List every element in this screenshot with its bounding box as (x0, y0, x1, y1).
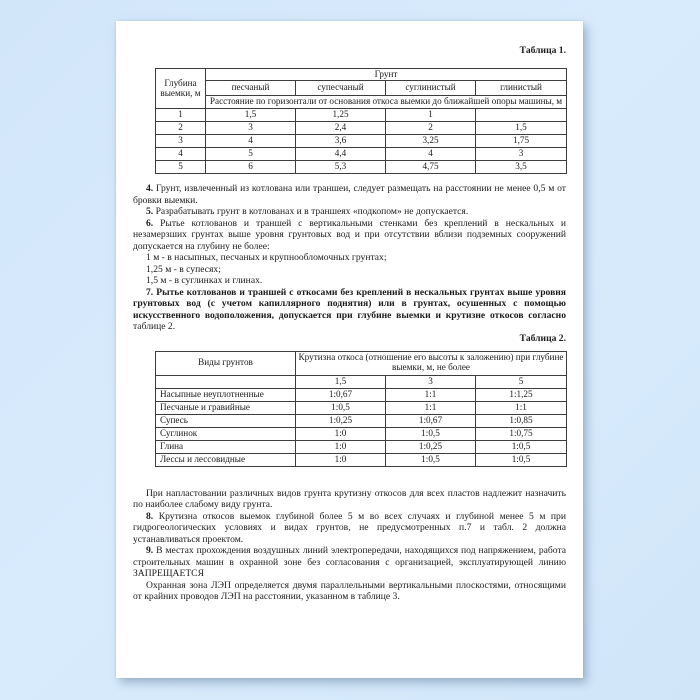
paragraph-text: 1,5 м - в суглинках и глинах. (146, 275, 263, 286)
paragraph (133, 287, 566, 333)
paragraph-text: таблице 2. (133, 321, 176, 332)
table-row (156, 135, 567, 148)
paragraph-bold-text: 8. (146, 510, 154, 522)
table-excavation-depth (155, 68, 567, 174)
table-cell: 1:1,25 (476, 388, 567, 401)
table-cell: 3 (476, 148, 567, 161)
document-page (116, 21, 583, 678)
paragraph (133, 545, 566, 580)
table-cell: 4,75 (386, 161, 476, 174)
table-cell: 1,25 (296, 109, 386, 122)
paragraph (133, 183, 566, 206)
table-cell: 1,5 (206, 109, 296, 122)
paragraph-bold-text: 6. (146, 217, 154, 229)
text-block-mid (133, 183, 566, 333)
document-content (116, 21, 583, 603)
table2-group-header: Крутизна откоса (отношение его высоты к заложению) при глубине выемки, м, не более (296, 351, 567, 375)
table-cell: 1 (386, 109, 476, 122)
table-cell: 1:0,75 (476, 427, 567, 440)
table-row (156, 427, 567, 440)
paragraph-text: Крутизна откосов выемок глубиной более 5 м во всех случаях и глубиной менее 5 м при гидрогеологических условиях и видах грунтов, не предусмотренных п.7 и табл. 2 должна устанавливаться проектом. (133, 510, 566, 545)
table1-corner-header: Глубина выемки, м (156, 69, 206, 109)
table-cell: 4,4 (296, 148, 386, 161)
table2-caption: Таблица 2. (519, 332, 566, 344)
table-cell: 1:1 (476, 401, 567, 414)
table1-span-header: Расстояние по горизонтали от основания откоса выемки до ближайшей опоры машины, м (206, 96, 567, 109)
table-row (156, 453, 567, 466)
table-cell: 1:0,67 (386, 414, 476, 427)
table-cell: 5 (206, 148, 296, 161)
table-cell: 3,6 (296, 135, 386, 148)
table-row (156, 440, 567, 453)
table-cell: 1:0,5 (476, 453, 567, 466)
table-cell: 1:0,5 (386, 427, 476, 440)
table2-empty-cell (156, 375, 296, 388)
table-cell: 4 (386, 148, 476, 161)
paragraph-text: При напластовании различных видов грунта крутизну откосов для всех пластов надлежит назначить по наиболее слабому виду грунта. (133, 487, 566, 510)
table-row (156, 401, 567, 414)
table-cell: 1:0 (296, 440, 386, 453)
table-row (156, 109, 567, 122)
table-cell: 1:1 (386, 401, 476, 414)
table-cell: 4 (206, 135, 296, 148)
paragraph (133, 206, 566, 218)
table-row (156, 414, 567, 427)
table-cell: 1:0 (296, 453, 386, 466)
table-cell: 1:0,67 (296, 388, 386, 401)
table-slope-steepness (155, 351, 567, 467)
table1-caption: Таблица 1. (519, 45, 566, 56)
table-cell: 1:0,5 (296, 401, 386, 414)
table2-body (156, 388, 567, 466)
table1-body (156, 109, 567, 174)
table-cell: Глина (156, 440, 296, 453)
paragraph (133, 218, 566, 253)
table-cell: 2 (386, 122, 476, 135)
table1-col-header: песчаный (206, 81, 296, 96)
paragraph-text: 1 м - в насыпных, песчаных и крупнообломочных грунтах; (146, 252, 387, 263)
table-row (156, 388, 567, 401)
table-cell: 3,25 (386, 135, 476, 148)
table-cell (476, 109, 567, 122)
table-cell: 1:0,5 (476, 440, 567, 453)
paragraph-bold-text: 9. (146, 545, 154, 556)
paragraph-bold-text: 7. Рытье котлованов и траншей с откосами без креплений в нескальных грунтах выше уровня грунтовых вод (с учетом капиллярного поднятия) или в грунтах, осушенных с помощью искусственного водоположения, допускается при глубине выемки и крутизне откосов согласно (133, 286, 566, 321)
paragraph (133, 252, 566, 264)
table-cell: 2 (156, 122, 206, 135)
table-cell: 1,5 (476, 122, 567, 135)
table2-depth-header: 3 (386, 375, 476, 388)
table-cell: 1:0,85 (476, 414, 567, 427)
table-row (156, 148, 567, 161)
table-cell: 1:0,5 (386, 453, 476, 466)
table-cell: 1,75 (476, 135, 567, 148)
paragraph-text: Разрабатывать грунт в котлованах и в траншеях «подкопом» не допускается. (153, 206, 469, 217)
paragraph (133, 264, 566, 276)
paragraph (133, 488, 566, 511)
table2-col1-header: Виды грунтов (156, 351, 296, 375)
table-cell: 3 (206, 122, 296, 135)
text-block-after (133, 488, 566, 603)
table-cell: 4 (156, 148, 206, 161)
paragraph (133, 511, 566, 546)
paragraph-text: В местах прохождения воздушных линий электропередачи, находящихся под напряжением, работа строительных машин в охранной зоне без согласования с организацией, эксплуатирующей линию ЗАПРЕЩАЕТСЯ (133, 545, 566, 579)
table-cell: 5 (156, 161, 206, 174)
table-cell: 3 (156, 135, 206, 148)
table-cell: Насыпные неуплотненные (156, 388, 296, 401)
table-cell: 2,4 (296, 122, 386, 135)
table-row (156, 122, 567, 135)
paragraph-text: Охранная зона ЛЭП определяется двумя параллельными вертикальными плоскостями, относящими от крайних проводов ЛЭП на расстоянии, указанном в таблице 3. (133, 579, 566, 602)
table1-group-header: Грунт (206, 69, 567, 81)
table-cell: Песчаные и гравийные (156, 401, 296, 414)
table-cell: 1:0,25 (386, 440, 476, 453)
table-cell: 1 (156, 109, 206, 122)
table-cell: 6 (206, 161, 296, 174)
table-cell: 5,3 (296, 161, 386, 174)
paragraph-text: Грунт, извлеченный из котлована или траншеи, следует размещать на расстоянии не менее 0,5 м от бровки выемки. (133, 183, 566, 206)
paragraph (133, 275, 566, 287)
table-row (156, 161, 567, 174)
table-cell: 1:1 (386, 388, 476, 401)
paragraph (133, 580, 566, 603)
table-cell: 1:0,25 (296, 414, 386, 427)
table-cell: 1:0 (296, 427, 386, 440)
table1-col-header: глинистый (476, 81, 567, 96)
table-cell: 3,5 (476, 161, 567, 174)
paragraph-text: 1,25 м - в супесях; (146, 263, 221, 275)
paragraph-text: Рытье котлованов и траншей с вертикальными стенками без креплений в нескальных и незамерзших грунтах выше уровня грунтовых вод и при отсутствии вблизи подземных сооружений допускается на глубину не более: (133, 217, 566, 252)
table-cell: Суглинок (156, 427, 296, 440)
table-cell: Лессы и лессовидные (156, 453, 296, 466)
table1-col-header: супесчаный (296, 81, 386, 96)
paragraph-bold-text: 5. (146, 206, 154, 217)
table2-depth-header: 1,5 (296, 375, 386, 388)
table2-depth-header: 5 (476, 375, 567, 388)
paragraph-bold-text: 4. (146, 183, 154, 194)
table1-col-header: суглинистый (386, 81, 476, 96)
table-cell: Супесь (156, 414, 296, 427)
